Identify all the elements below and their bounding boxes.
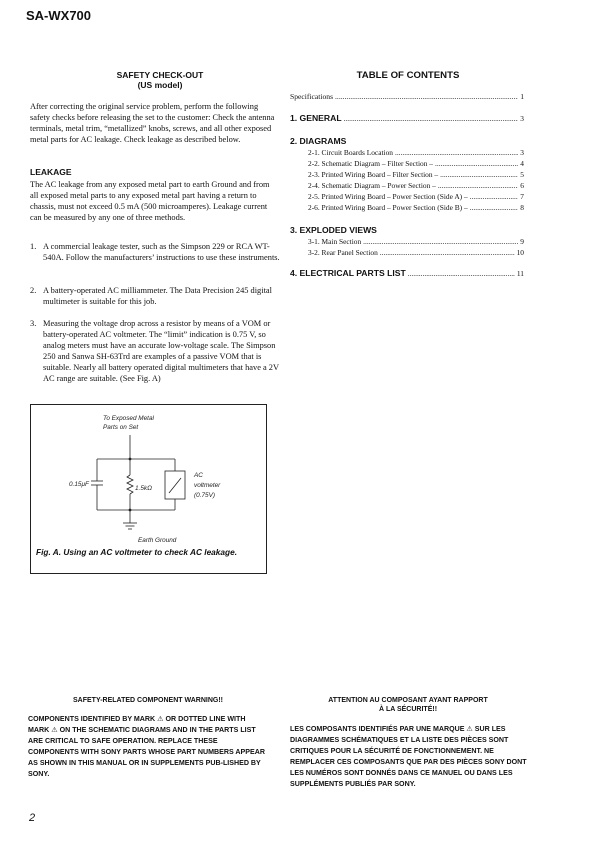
method-text: Measuring the voltage drop across a resistor by means of a VOM or battery-operated AC voltmeter. The “limit” indication is 0.75 V, so analog meters must have an accurate low-voltage scale. The Simpson 250 and Sanwa SH-63Trd are examples of a passive VOM that is suitable. Nearly all battery operated digital multimeters that have a 2V AC range are suitable. (See Fig. A) xyxy=(43,319,279,383)
safety-warning-heading: SAFETY-RELATED COMPONENT WARNING!! xyxy=(73,697,223,704)
toc-page: 11 xyxy=(516,269,524,278)
voltmeter-label: AC xyxy=(194,472,203,479)
toc-label: 2-6. Printed Wiring Board – Power Section (Side B) – xyxy=(308,203,468,212)
toc-subentry[interactable] xyxy=(308,203,524,212)
safety-warning-text-fr: LES COMPOSANTS IDENTIFIÉS PAR UNE MARQUE ⚠ SUR LES DIAGRAMMES SCHÉMATIQUES ET LA LISTE DES PIÈCES SONT CRITIQUES POUR LA SÉCURITÉ DE FONCTIONNEMENT. NE REMPLACER CES COMPOSANTS QUE PAR DES PIÈCES SONY DONT LES NUMÉROS SONT DONNÉS DANS CE MANUEL OU DANS LES SUPPLÉMENTS PUBLIÉS PAR SONY. xyxy=(290,725,527,788)
toc-entry-exploded-views[interactable] xyxy=(290,225,524,235)
method-number: 3. xyxy=(30,319,37,328)
page-number: 2 xyxy=(29,812,36,824)
toc-entry-electrical-parts-list[interactable] xyxy=(290,268,524,278)
toc-page: 7 xyxy=(520,192,524,201)
toc-leader xyxy=(435,159,518,168)
toc-subentry[interactable] xyxy=(308,248,524,257)
safety-warning-heading-fr: ATTENTION AU COMPOSANT AYANT RAPPORT xyxy=(328,697,488,704)
earth-ground-label: Earth Ground xyxy=(138,537,177,544)
toc-subentry[interactable] xyxy=(308,159,524,168)
toc-leader xyxy=(470,192,519,201)
toc-page: 3 xyxy=(520,114,524,123)
leakage-text: The AC leakage from any exposed metal part to earth Ground and from all exposed metal parts to any exposed metal part having a return to chassis, must not exceed 0.5 mA (500 microamperes). Leakage current can be measured by any one of three methods. xyxy=(30,180,270,222)
toc-leader xyxy=(440,170,518,179)
toc-page: 3 xyxy=(520,148,524,157)
toc-leader xyxy=(344,114,519,123)
toc-title: TABLE OF CONTENTS xyxy=(356,70,460,81)
toc-subentry[interactable] xyxy=(308,237,524,246)
voltmeter-label: voltmeter xyxy=(194,482,221,489)
toc-label: 1. GENERAL xyxy=(290,113,342,123)
exposed-metal-label: Parts on Set xyxy=(103,424,139,431)
figure-caption: Fig. A. Using an AC voltmeter to check AC leakage. xyxy=(36,547,238,557)
voltmeter-label: (0.75V) xyxy=(194,492,215,499)
capacitor-label: 0.15μF xyxy=(69,481,89,488)
resistor-label: 1.5kΩ xyxy=(135,485,152,492)
toc-page: 8 xyxy=(520,203,524,212)
toc-page: 9 xyxy=(520,237,524,246)
toc-label: 3-1. Main Section xyxy=(308,237,362,246)
toc-entry-specifications[interactable] xyxy=(290,92,524,101)
toc-label: 2-3. Printed Wiring Board – Filter Section – xyxy=(308,170,439,179)
toc-label: 2. DIAGRAMS xyxy=(290,136,347,146)
toc-page: 4 xyxy=(520,159,524,168)
toc-subentry[interactable] xyxy=(308,170,524,179)
method-text: A commercial leakage tester, such as the Simpson 229 or RCA WT-540A. Follow the manufacturers’ instructions to use these instruments. xyxy=(43,242,280,262)
toc-page: 5 xyxy=(520,170,524,179)
method-number: 1. xyxy=(30,242,37,251)
exposed-metal-label: To Exposed Metal xyxy=(103,415,154,422)
toc-leader xyxy=(363,237,518,246)
toc-label: Specifications xyxy=(290,92,334,101)
toc-label: 2-1. Circuit Boards Location xyxy=(308,148,393,157)
toc-leader xyxy=(438,181,518,190)
safety-warning-heading-fr: À LA SÉCURITÉ!! xyxy=(378,706,438,713)
safety-title: SAFETY CHECK-OUT xyxy=(116,70,204,80)
toc-label: 2-2. Schematic Diagram – Filter Section – xyxy=(308,159,433,168)
toc-subentry[interactable] xyxy=(308,181,524,190)
toc-label: 2-5. Printed Wiring Board – Power Section (Side A) – xyxy=(308,192,468,201)
toc-leader xyxy=(335,92,518,101)
toc-leader xyxy=(408,269,515,278)
safety-subtitle: (US model) xyxy=(137,80,183,90)
resistor-symbol xyxy=(127,475,133,494)
safety-intro: After correcting the original service problem, perform the following safety checks before releasing the set to the customer: Check the antenna terminals, metal trim, “metallized” knobs, screws, and all other exposed metal parts for AC leakage. Check leakage as described below. xyxy=(30,102,275,144)
toc-leader xyxy=(470,203,519,212)
toc-label: 4. ELECTRICAL PARTS LIST xyxy=(290,268,406,278)
toc-page: 10 xyxy=(516,248,524,257)
toc-label: 3-2. Rear Panel Section xyxy=(308,248,378,257)
toc-label: 3. EXPLODED VIEWS xyxy=(290,225,377,235)
safety-warning-text: COMPONENTS IDENTIFIED BY MARK ⚠ OR DOTTED LINE WITH MARK ⚠ ON THE SCHEMATIC DIAGRAMS AND IN THE PARTS LIST ARE CRITICAL TO SAFE OPERATION. REPLACE THESE COMPONENTS WITH SONY PARTS WHOSE PART NUMBERS APPEAR AS SHOWN IN THIS MANUAL OR IN SUPPLEMENTS PUB-LISHED BY SONY. xyxy=(28,715,265,778)
toc-entry-general[interactable] xyxy=(290,113,524,123)
method-text: A battery-operated AC milliammeter. The Data Precision 245 digital multimeter is suitable for this job. xyxy=(43,286,272,306)
toc-entry-diagrams[interactable] xyxy=(290,136,524,146)
toc-subentry[interactable] xyxy=(308,148,524,157)
toc-label: 2-4. Schematic Diagram – Power Section – xyxy=(308,181,436,190)
toc-leader xyxy=(395,148,518,157)
toc-leader xyxy=(380,248,515,257)
method-number: 2. xyxy=(30,286,37,295)
toc-page: 6 xyxy=(520,181,524,190)
toc-subentry[interactable] xyxy=(308,192,524,201)
model-title: SA-WX700 xyxy=(26,8,92,23)
leakage-heading: LEAKAGE xyxy=(30,167,72,177)
toc-page: 1 xyxy=(520,92,524,101)
